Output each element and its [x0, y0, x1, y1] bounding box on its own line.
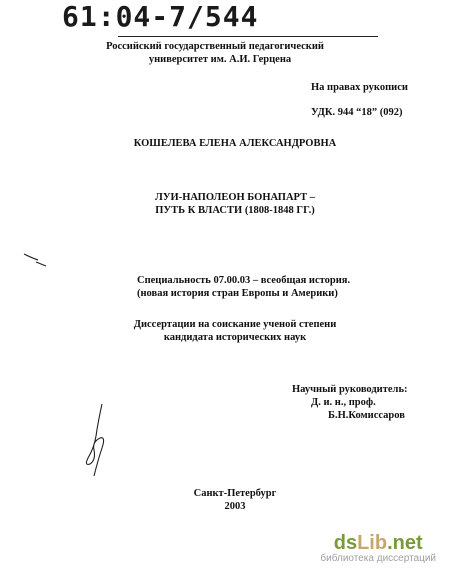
udk-code: УДК. 944 “18” (092) — [311, 107, 403, 118]
supervisor-name: Б.Н.Комиссаров — [328, 410, 405, 421]
title-line-2: ПУТЬ К ВЛАСТИ (1808-1848 ГГ.) — [155, 205, 315, 216]
title-line-1: ЛУИ-НАПОЛЕОН БОНАПАРТ – — [155, 192, 315, 203]
place: Санкт-Петербург — [193, 488, 277, 499]
university-line-2: университет им. А.И. Герцена — [148, 54, 292, 65]
specialty-line-1: Специальность 07.00.03 – всеобщая история. — [137, 275, 351, 286]
logo-part-lib: Lib — [357, 532, 388, 554]
university-line-1: Российский государственный педагогический — [106, 41, 324, 52]
logo-part-ds: ds — [333, 532, 358, 554]
watermark-subtitle: библиотека диссертаций — [320, 553, 436, 564]
manuscript-note: На правах рукописи — [311, 82, 408, 93]
pen-stroke-mark — [22, 250, 52, 270]
handwritten-underline — [118, 36, 378, 37]
supervisor-degree: Д. и. н., проф. — [311, 397, 376, 408]
logo-part-net: .net — [387, 532, 423, 554]
signature — [80, 402, 120, 482]
author-name: КОШЕЛЕВА ЕЛЕНА АЛЕКСАНДРОВНА — [133, 138, 337, 149]
dissertation-line-1: Диссертации на соискание ученой степени — [133, 319, 337, 330]
handwritten-catalog-number: 61:04-7/544 — [62, 0, 259, 33]
dissertation-line-2: кандидата исторических наук — [163, 332, 307, 343]
dslib-logo — [320, 532, 436, 555]
specialty-line-2: (новая история стран Европы и Америки) — [137, 288, 338, 299]
supervisor-label: Научный руководитель: — [292, 384, 408, 395]
year: 2003 — [224, 501, 246, 512]
dslib-watermark — [320, 532, 436, 564]
